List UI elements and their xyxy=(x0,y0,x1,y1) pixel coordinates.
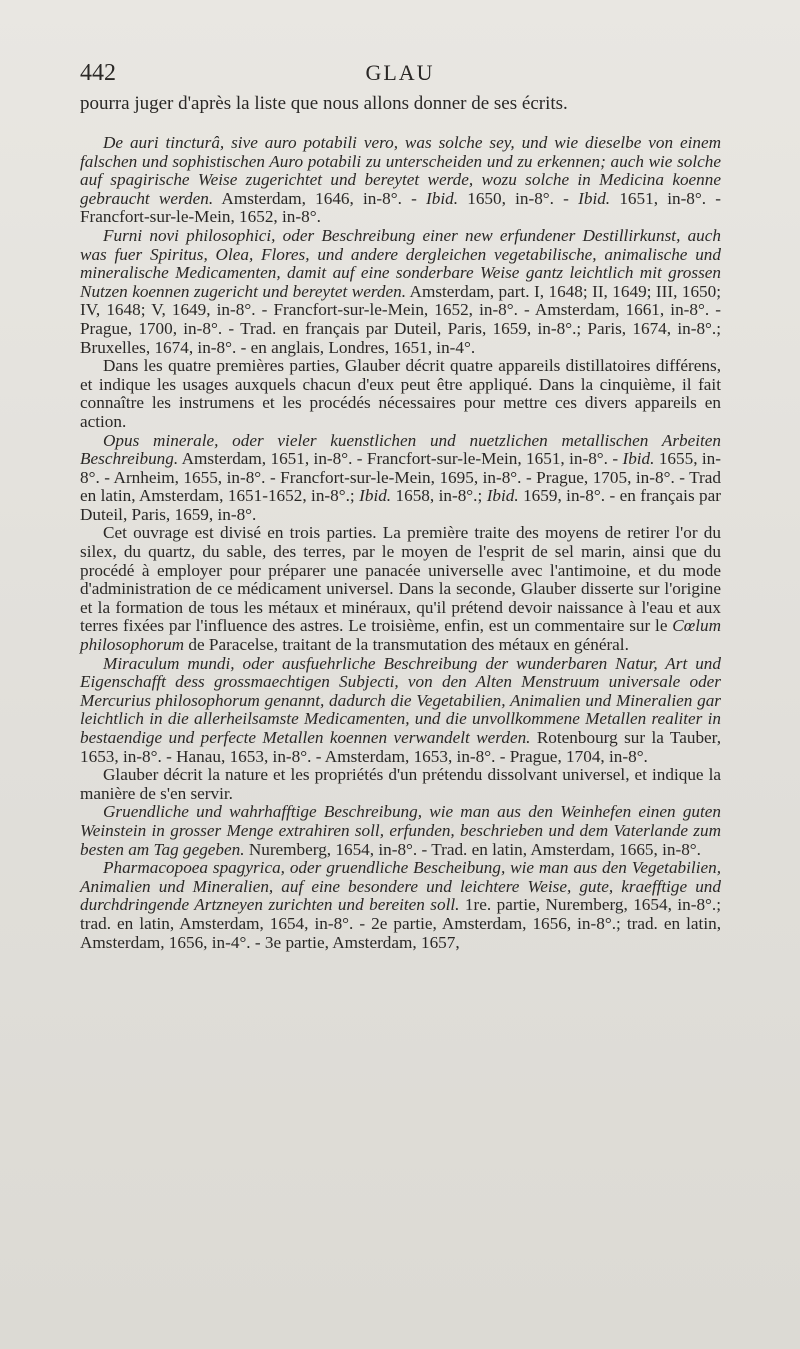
ibid-run: Ibid. xyxy=(486,486,519,506)
text-run: Cet ouvrage est divisé en trois parties. La première traite des moyens de retirer l'or du silex, du quartz, du sable, des terres, par le moyen de l'esprit de sel marin, ainsi que du procédé à employer pour préparer une panacée universelle avec l'antimoine, et du mode d'administration de ce médicament universel. Dans la seconde, Glauber disserte sur l'origine et la formation de tous les métaux et minéraux, qu'il prétend devoir naissance à l'eau et aux terres fixées par l'influence des astres. Le troisième, enfin, est un commentaire sur le xyxy=(80,523,721,636)
text-run: 1650, in-8°. - xyxy=(458,188,579,208)
ibid-run: Ibid. xyxy=(578,188,611,208)
ibid-run: Ibid. xyxy=(622,449,655,469)
page-header xyxy=(80,60,720,94)
bibliography-entry xyxy=(80,227,721,357)
text-run: Amsterdam, part. I, 1648; II, 1649; III, 1650; IV, 1648; V, 1649, in-8°. - Francfort-sur-le-Mein, 1652, in-8°. - Amsterdam, 1661, in-8°. - Prague, 1700, in-8°. - Trad. en français par Duteil, Paris, 1659, in-8°.; Paris, 1674, in-8°.; Bruxelles, 1674, in-8°. - en anglais, Londres, 1651, in-4°. xyxy=(80,281,721,357)
text-run: Dans les quatre premières parties, Glauber décrit quatre appareils distillatoires différens, et indique les usages auxquels chacun d'eux peut être appliqué. Dans la cinquième, il fait connaître les instrumens et les procédés nécessaires pour mettre ces divers appareils en action. xyxy=(80,356,721,431)
description-paragraph xyxy=(80,357,721,431)
title-run: De auri tincturâ, sive auro potabili vero, was solche sey, und wie dieselbe von einem falschen und sophistischen Auro potabili zu unterscheiden und zu erkennen; auch wie solche auf spagirische Weise zugerichtet und bereytet werde, wozu solche in Medicina koenne gebraucht werden. xyxy=(80,133,721,208)
title-run: Gruendliche und wahrhafftige Beschreibung, wie man aus den Weinhefen einen guten Weinstein in grosser Menge extrahiren soll, erfunden, beschrieben und dem Vaterlande zum besten am Tag gegeben. xyxy=(80,802,721,859)
text-run: 1re. partie, Nuremberg, 1654, in-8°.; trad. en latin, Amsterdam, 1654, in-8°. - 2e partie, Amsterdam, 1656, in-8°.; trad. en latin, Amsterdam, 1656, in-4°. - 3e partie, Amsterdam, 1657, xyxy=(80,895,721,952)
text-run: Rotenbourg sur la Tauber, 1653, in-8°. - Hanau, 1653, in-8°. - Amsterdam, 1653, in-8°. - Prague, 1704, in-8°. xyxy=(80,728,721,766)
text-run: 1658, in-8°.; xyxy=(391,486,487,506)
bibliography-entry xyxy=(80,432,721,525)
text-run: de Paracelse, traitant de la transmutation des métaux en général. xyxy=(184,635,629,655)
title-run: Pharmacopoea spagyrica, oder gruendliche Bescheibung, wie man aus den Vegetabilien, Animalien und Mineralien, auf eine besondere und leichtere Weise, gute, kraefftige und durchdringende Artzneyen zurichten und bereiten soll. xyxy=(80,858,721,915)
text-run: Glauber décrit la nature et les propriétés d'un prétendu dissolvant universel, et indique la manière de s'en servir. xyxy=(80,765,721,803)
ibid-run: Ibid. xyxy=(359,486,392,506)
bibliography-entry xyxy=(80,859,721,952)
title-run: Furni novi philosophici, oder Beschreibung einer new erfundener Destillirkunst, auch was fuer Spiritus, Olea, Flores, und andere dergleichen vegetabilische, animalische und mineralische Medicamenten, damit auf eine sonderbare Weise gantz leichtlich mit grossen Nutzen koennen zugericht und bereytet werden. xyxy=(80,225,721,301)
text-run: Amsterdam, 1646, in-8°. - xyxy=(213,188,427,208)
text-run: 1655, in-8°. - Arnheim, 1655, in-8°. - Francfort-sur-le-Mein, 1695, in-8°. - Prague, 1705, in-8°. - Trad en latin, Amsterdam, 1651-1652, in-8°.; xyxy=(80,449,721,506)
paragraph xyxy=(80,94,721,114)
text-run: 1651, in-8°. - Francfort-sur-le-Mein, 1652, in-8°. xyxy=(80,188,721,227)
text-run: pourra juger d'après la liste que nous allons donner de ses écrits. xyxy=(80,93,568,114)
title-run: Cœlum philosophorum xyxy=(80,616,721,655)
ibid-run: Ibid. xyxy=(426,188,459,208)
running-head: GLAU xyxy=(365,60,435,85)
text-run: 1659, in-8°. - en français par Duteil, Paris, 1659, in-8°. xyxy=(80,486,722,524)
bibliography-entry xyxy=(80,655,721,767)
page-number: 442 xyxy=(80,60,116,86)
bibliography-entry xyxy=(80,803,721,859)
description-paragraph xyxy=(80,524,721,654)
bibliography-entry xyxy=(80,134,721,227)
body-text xyxy=(80,94,721,952)
text-run: Amsterdam, 1651, in-8°. - Francfort-sur-le-Mein, 1651, in-8°. - xyxy=(178,449,623,469)
description-paragraph xyxy=(80,766,721,803)
text-run: Nuremberg, 1654, in-8°. - Trad. en latin, Amsterdam, 1665, in-8°. xyxy=(244,839,701,859)
title-run: Opus minerale, oder vieler kuenstlichen und nuetzlichen metallischen Arbeiten Beschreibung. xyxy=(80,430,721,469)
title-run: Miraculum mundi, oder ausfuehrliche Beschreibung der wunderbaren Natur, Art und Eigenschafft dess grossmaechtigen Subjecti, von den Alten Menstruum universale oder Mercurius philosophorum genannt, dadurch die Vegetabilien, Animalien und Mineralien gar leichtlich in die allerheilsamste Medicamenten, und die unvollkommene Metallen realiter in bestaendige und perfecte Metallen koennen verwandelt werden. xyxy=(80,653,721,747)
